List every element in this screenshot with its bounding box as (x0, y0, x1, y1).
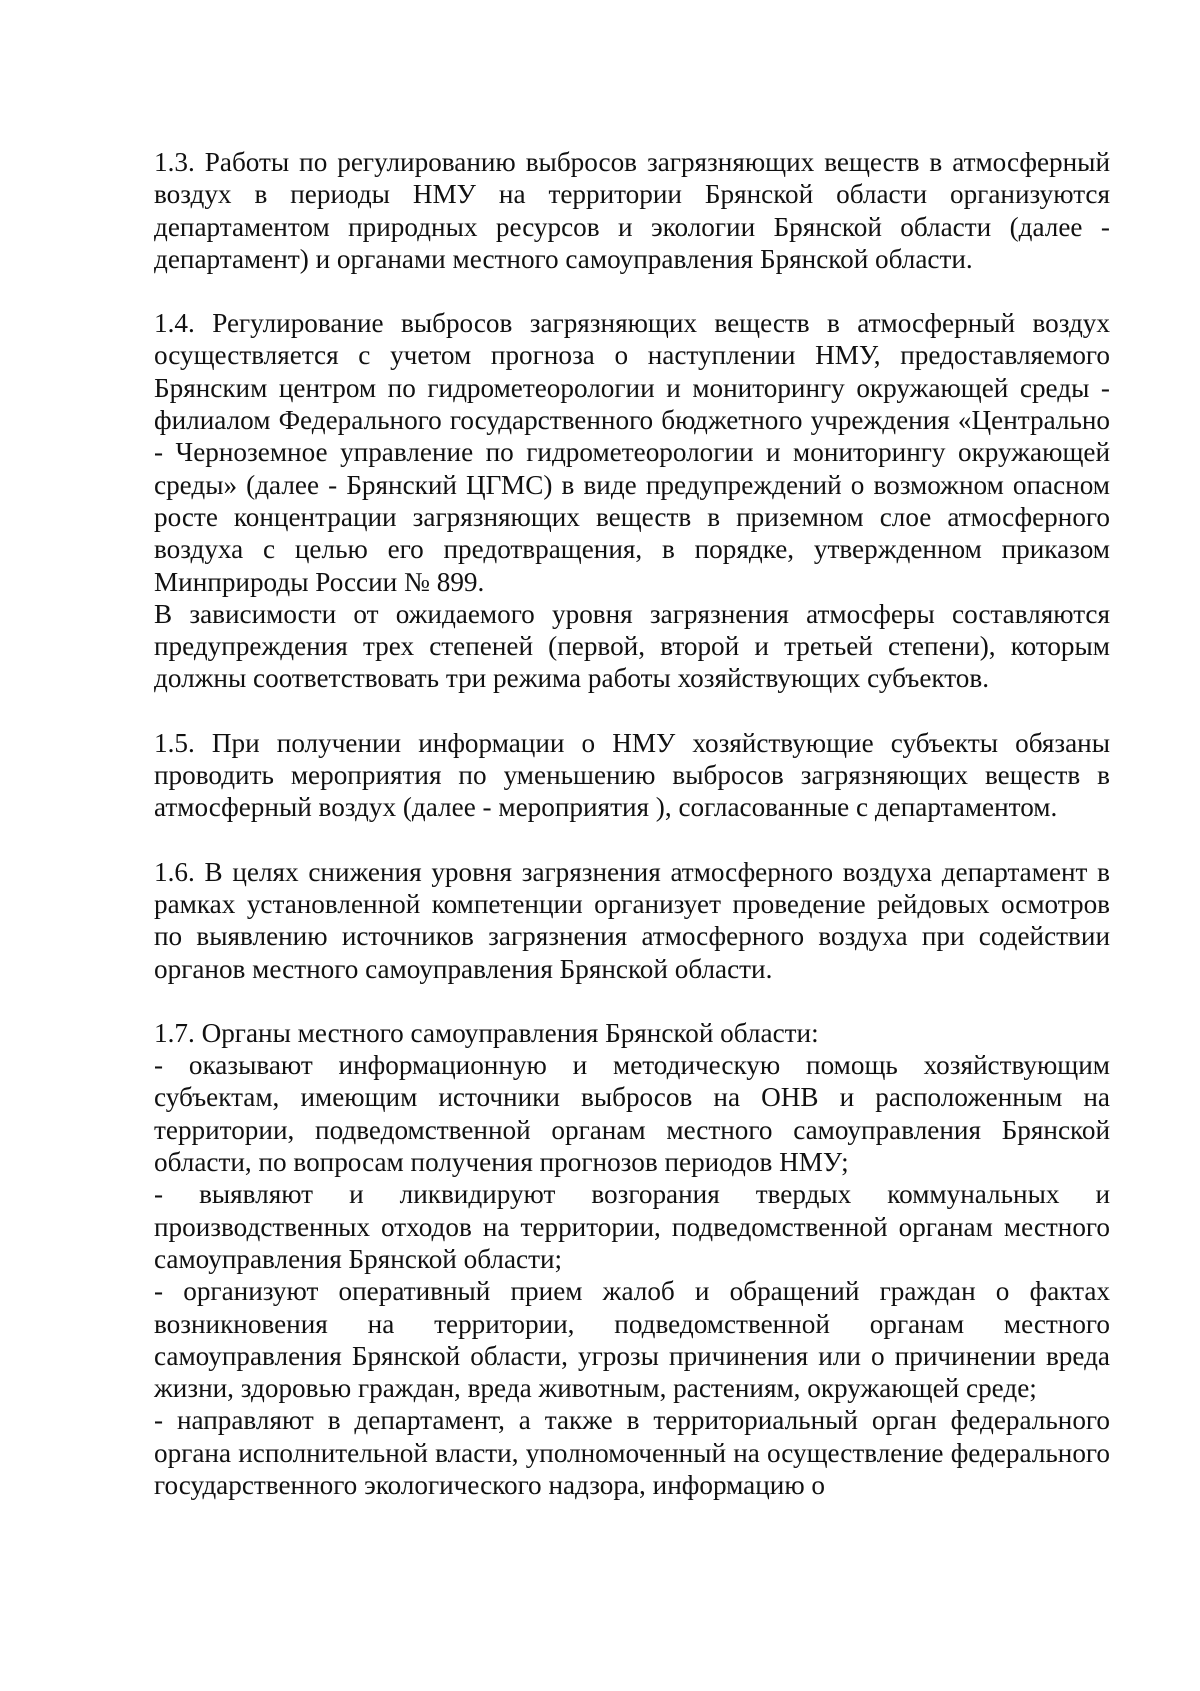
paragraph-1-4: 1.4. Регулирование выбросов загрязняющих веществ в атмосферный воздух осуществляется с учетом прогноза о наступлении НМУ, предоставляемого Брянским центром по гидрометеорологии и мониторингу окружающей среды - филиалом Федерального государственного бюджетного учреждения «Центрально - Черноземное управление по гидрометеорологии и мониторингу окружающей среды» (далее - Брянский ЦГМС) в виде предупреждений о возможном опасном росте концентрации загрязняющих веществ в приземном слое атмосферного воздуха с целью его предотвращения, в порядке, утвержденном приказом Минприроды России № 899. (154, 308, 1110, 597)
paragraph-1-6: 1.6. В целях снижения уровня загрязнения атмосферного воздуха департамент в рамках установленной компетенции организует проведение рейдовых осмотров по выявлению источников загрязнения атмосферного воздуха при содействии органов местного самоуправления Брянской области. (154, 856, 1110, 984)
paragraph-1-3: 1.3. Работы по регулированию выбросов загрязняющих веществ в атмосферный воздух в периоды НМУ на территории Брянской области организуются департаментом природных ресурсов и экологии Брянской области (далее - департамент) и органами местного самоуправления Брянской области. (154, 147, 1110, 274)
paragraph-1-5: 1.5. При получении информации о НМУ хозяйствующие субъекты обязаны проводить мероприятия по уменьшению выбросов загрязняющих веществ в атмосферный воздух (далее - мероприятия ), согласованные с департаментом. (154, 727, 1110, 823)
list-item-1-7-a: - оказывают информационную и методическую помощь хозяйствующим субъектам, имеющим источники выбросов на ОНВ и расположенным на территории, подведомственной органам местного самоуправления Брянской области, по вопросам получения прогнозов периодов НМУ; (154, 1050, 1110, 1178)
list-item-1-7-d: - направляют в департамент, а также в территориальный орган федерального органа исполнительной власти, уполномоченный на осуществление федерального государственного экологического надзора, информацию о (154, 1405, 1110, 1500)
paragraph-1-7: 1.7. Органы местного самоуправления Брянской области: (154, 1017, 819, 1048)
paragraph-1-4-continuation: В зависимости от ожидаемого уровня загрязнения атмосферы составляются предупреждения трех степеней (первой, второй и третьей степени), которым должны соответствовать три режима работы хозяйствующих субъектов. (154, 598, 1110, 694)
list-item-1-7-c: - организуют оперативный прием жалоб и обращений граждан о фактах возникновения на территории, подведомственной органам местного самоуправления Брянской области, угрозы причинения или о причинении вреда жизни, здоровью граждан, вреда животным, растениям, окружающей среде; (154, 1276, 1110, 1404)
list-item-1-7-b: - выявляют и ликвидируют возгорания твердых коммунальных и производственных отходов на территории, подведомственной органам местного самоуправления Брянской области; (154, 1179, 1110, 1274)
document-body (154, 146, 1110, 1501)
